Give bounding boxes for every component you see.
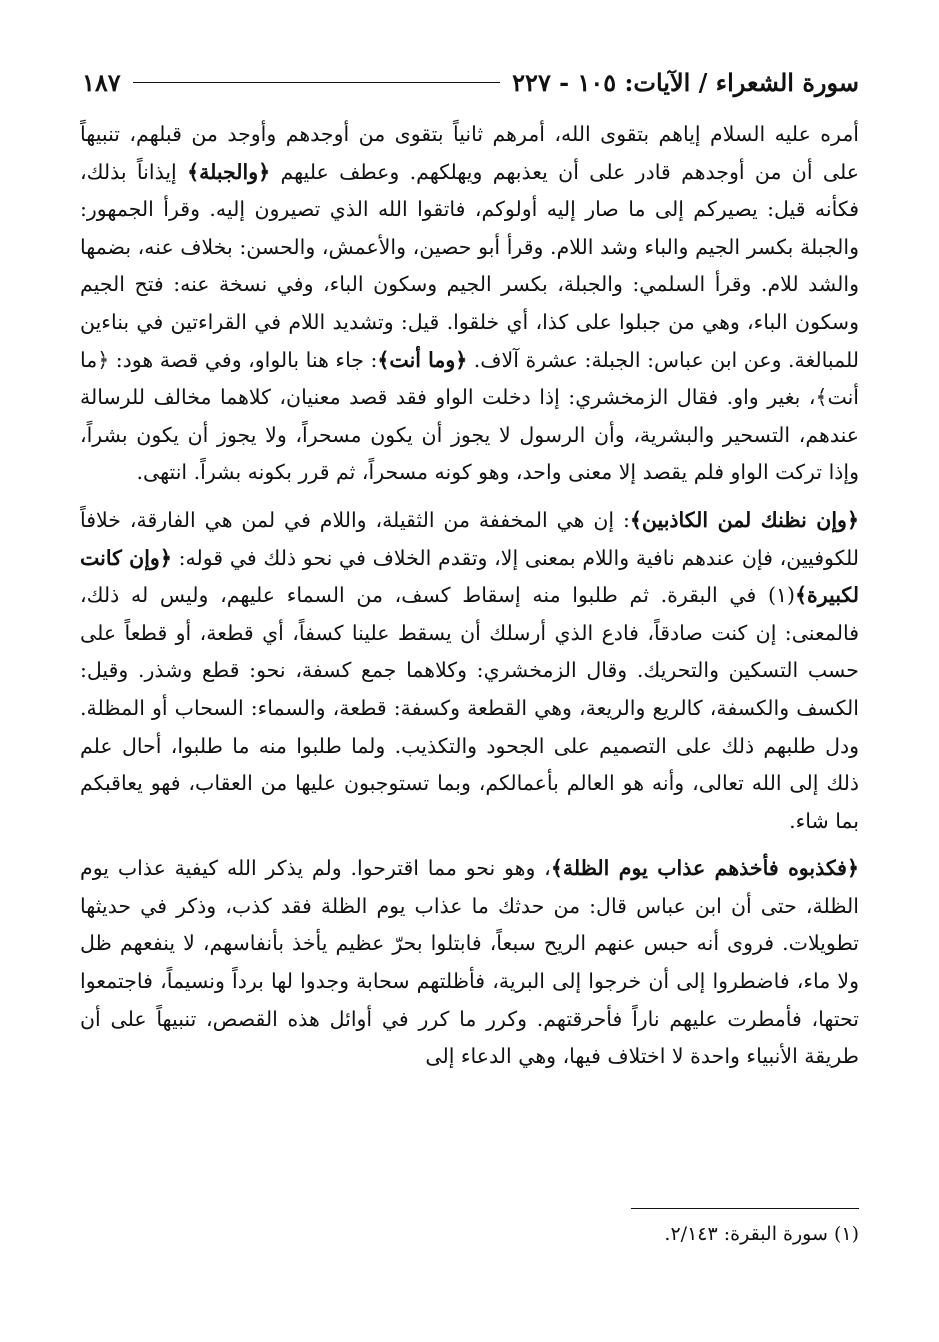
quran-quote: ﴿والجبلة﴾: [187, 159, 271, 184]
body-text: [80, 116, 859, 1076]
header-rule: [133, 82, 500, 83]
text-run: ﴿ما أنت﴾: [80, 347, 859, 410]
paragraph: [80, 116, 859, 492]
running-header: [82, 62, 859, 102]
text-run: (١) في البقرة. ثم طلبوا منه إسقاط كسف، من السماء عليهم، وليس له ذلك، فالمعنى: إن كنت صادقاً، فادع الذي أرسلك أن يسقط علينا كسفاً، أي قطعة، أو قطعاً على حسب التسكين والتحريك. وقال الزمخشري: وكلاهما جمع كسفة، نحو: قطع وشذر. وقيل: الكسف والكسفة، كالريع والريعة، وهي القطعة وكسفة: قطعة، والسماء: السحاب أو المظلة. ودل طلبهم ذلك على التصميم على الجحود والتكذيب. ولما طلبوا منه ما طلبوا، أحال علم ذلك إلى الله تعالى، وأنه هو العالم بأعمالكم، وبما تستوجبون عليها من العقاب، فهو يعاقبكم بما شاء.: [80, 583, 859, 833]
quran-quote: ﴿وإن كانت لكبيرة﴾: [80, 545, 859, 608]
paragraph: [80, 502, 859, 840]
footnote: (١) سورة البقرة: ٢/١٤٣.: [664, 1223, 859, 1245]
text-run: إيذاناً بذلك، فكأنه قيل: يصيركم إلى ما صار إليه أولوكم، فاتقوا الله الذي تصيرون إليه. وقرأ الجمهور: والجبلة بكسر الجيم والباء وشد اللام. وقرأ أبو حصين، والأعمش، والحسن: بخلاف عنه، بضمها والشد للام. وقرأ السلمي: والجبلة، بكسر الجيم وسكون الباء، وفي نسخة عنه: فتح الجيم وسكون الباء، وهي من جبلوا على كذا، أي خلقوا. قيل: وتشديد اللام في القراءتين في بناءين للمبالغة. وعن ابن عباس: الجبلة: عشرة آلاف.: [80, 159, 859, 372]
page-number: ١٨٧: [82, 67, 121, 97]
text-run: : إن هي المخففة من الثقيلة، واللام في لمن هي الفارقة، خلافاً للكوفيين، فإن عندهم نافية واللام بمعنى إلا، وتقدم الخلاف في نحو ذلك في قوله:: [80, 507, 859, 570]
text-run: : جاء هنا بالواو، وفي قصة هود:: [109, 347, 378, 372]
footnote-rule: [631, 1208, 859, 1209]
quran-quote: ﴿وإن نظنك لمن الكاذبين﴾: [629, 507, 859, 532]
text-run: أمره عليه السلام إياهم بتقوى الله، أمرهم ثانياً بتقوى من أوجدهم وأوجد من قبلهم، تنبيهاً على أن من أوجدهم قادر على أن يعذبهم ويهلكهم. وعطف عليهم: [80, 122, 859, 184]
quran-quote: ﴿وما أنت﴾: [377, 347, 468, 372]
paragraph: [80, 850, 859, 1076]
quran-quote: ﴿فكذبوه فأخذهم عذاب يوم الظلة﴾: [550, 856, 859, 881]
text-run: ، وهو نحو مما اقترحوا. ولم يذكر الله كيفية عذاب يوم الظلة، حتى أن ابن عباس قال: من حدثك ما عذاب يوم الظلة فقد كذب، وذكر في حديثها تطويلات. فروى أنه حبس عنهم الريح سبعاً، فابتلوا بحرّ عظيم يأخذ بأنفاسهم، لا ينفعهم ظل ولا ماء، فاضطروا إلى أن خرجوا إلى البرية، فأظلتهم سحابة وجدوا لها برداً ونسيماً، فاجتمعوا تحتها، فأمطرت عليهم ناراً فأحرقتهم. وكرر ما كرر في أوائل هذه القصص، تنبيهاً على أن طريقة الأنبياء واحدة لا اختلاف فيها، وهي الدعاء إلى: [80, 856, 859, 1069]
text-run: ، بغير واو. فقال الزمخشري: إذا دخلت الواو فقد قصد معنيان، كلاهما مخالف للرسالة عندهم، التسحير والبشرية، وأن الرسول لا يجوز أن يكون مسحراً، ولا يجوز أن يكون بشراً، وإذا تركت الواو فلم يقصد إلا معنى واحد، وهو كونه مسحراً، ثم قرر بكونه بشراً. انتهى.: [80, 385, 859, 485]
header-title: سورة الشعراء / الآيات: ١٠٥ - ٢٢٧: [512, 67, 859, 97]
